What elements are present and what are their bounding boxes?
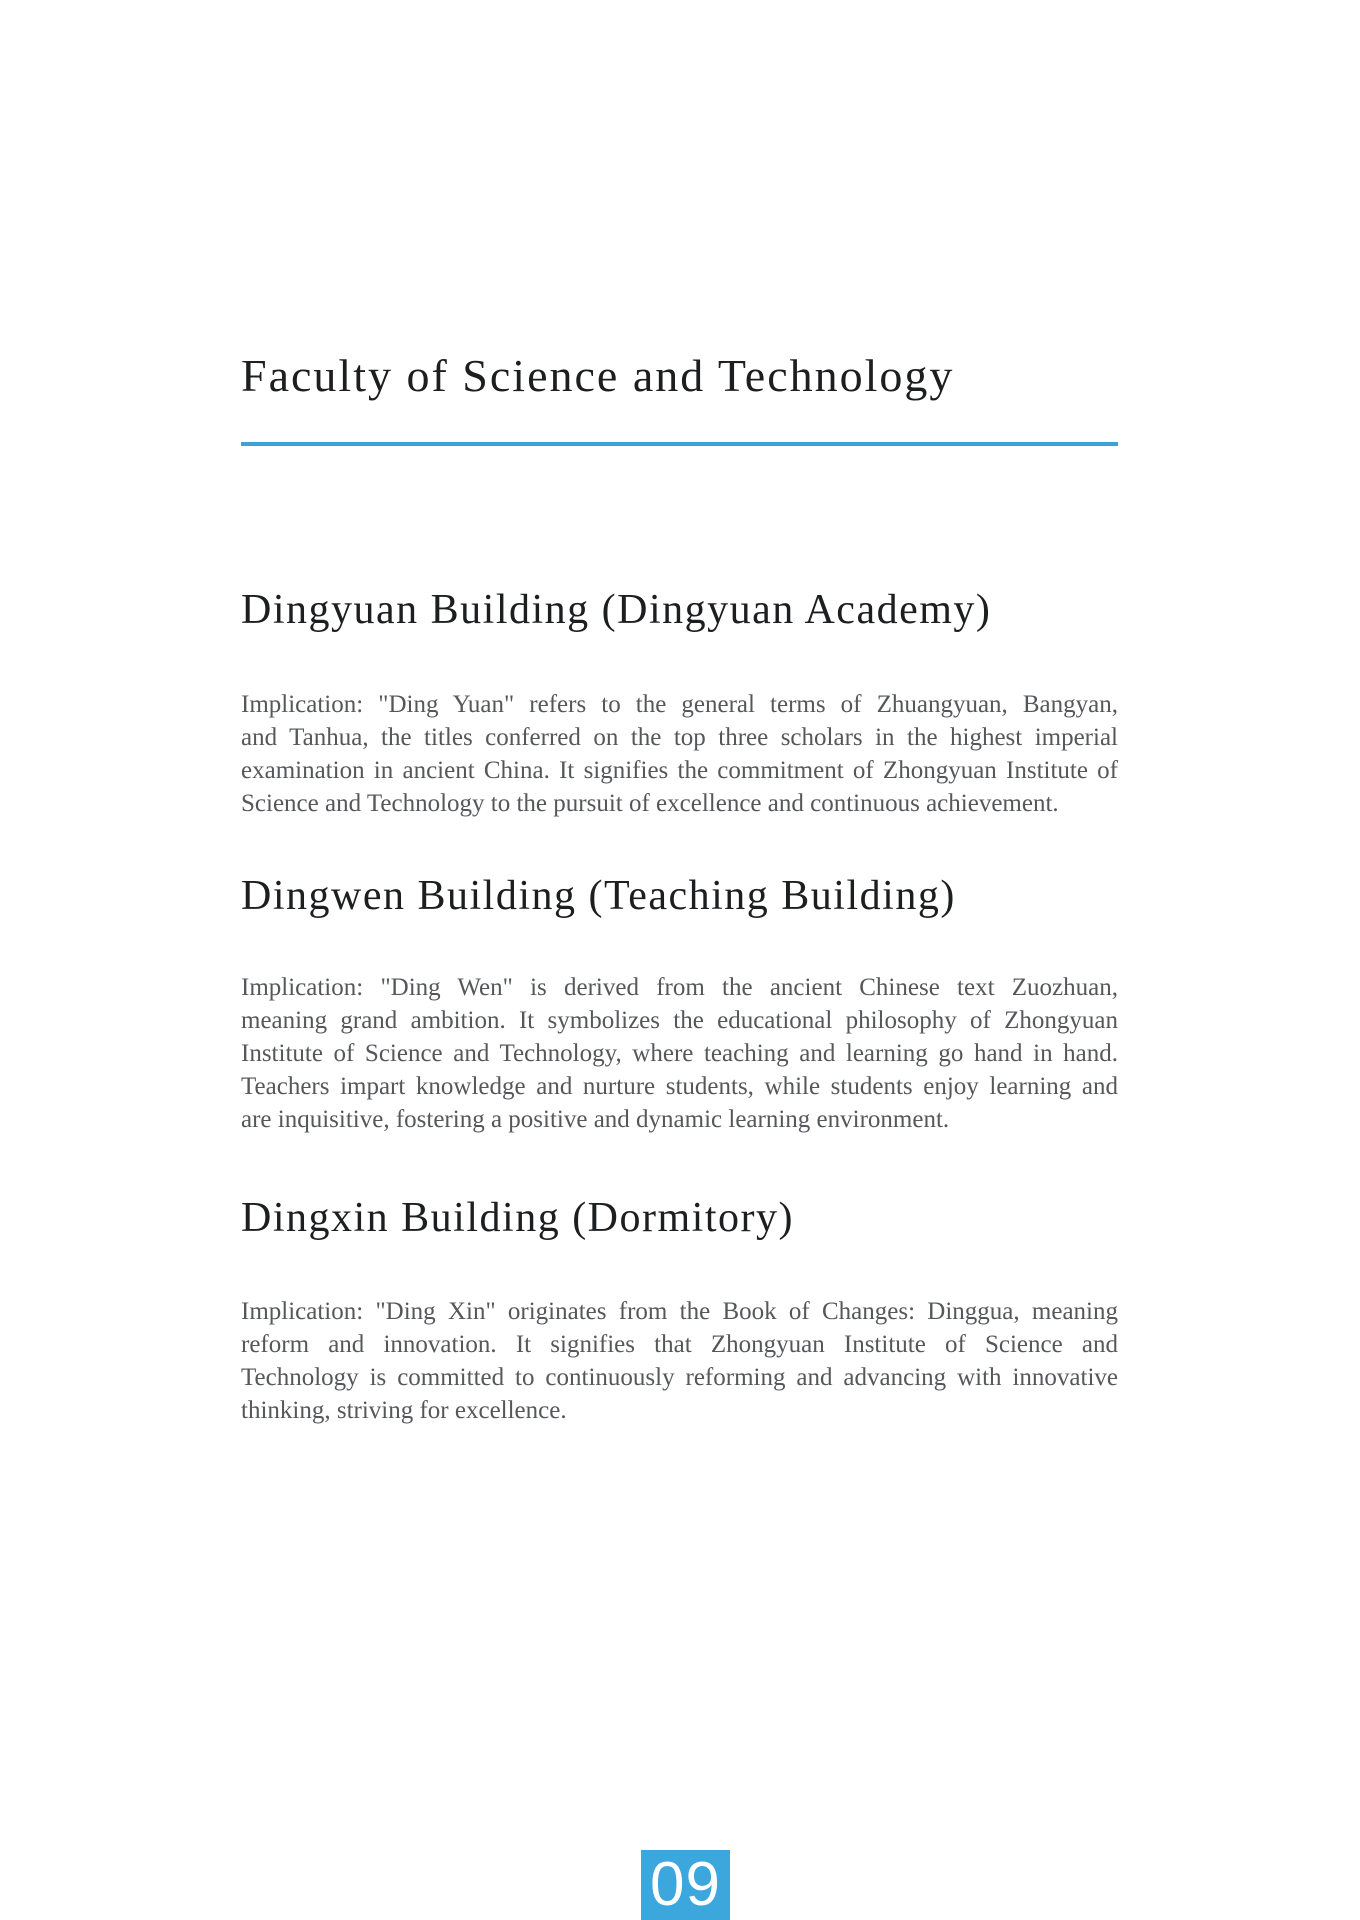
page-title: Faculty of Science and Technology (241, 350, 955, 401)
paragraph-line: Implication: "Ding Yuan" refers to the general terms of Zhuangyuan, Bangyan, (241, 691, 1118, 718)
paragraph-line: meaning grand ambition. It symbolizes the educational philosophy of Zhongyuan (241, 1007, 1118, 1034)
paragraph-line: Implication: "Ding Wen" is derived from the ancient Chinese text Zuozhuan, (241, 974, 1118, 1001)
section-paragraph-dingwen (241, 971, 1118, 1136)
section-heading-dingyuan: Dingyuan Building (Dingyuan Academy) (241, 587, 992, 633)
paragraph-line: examination in ancient China. It signifies the commitment of Zhongyuan Institute of (241, 757, 1118, 784)
section-paragraph-dingxin (241, 1295, 1118, 1427)
section-heading-dingwen: Dingwen Building (Teaching Building) (241, 873, 956, 919)
paragraph-line: Implication: "Ding Xin" originates from the Book of Changes: Dinggua, meaning (241, 1298, 1118, 1325)
paragraph-line: and Tanhua, the titles conferred on the top three scholars in the highest imperial (241, 724, 1118, 751)
paragraph-line: Teachers impart knowledge and nurture students, while students enjoy learning and (241, 1073, 1118, 1100)
paragraph-line: Technology is committed to continuously reforming and advancing with innovative (241, 1364, 1118, 1391)
paragraph-line: are inquisitive, fostering a positive and dynamic learning environment. (241, 1106, 950, 1133)
section-heading-dingxin: Dingxin Building (Dormitory) (241, 1195, 794, 1241)
paragraph-line: Institute of Science and Technology, where teaching and learning go hand in hand. (241, 1040, 1118, 1067)
page-number-badge (641, 1850, 730, 1920)
section-paragraph-dingyuan (241, 688, 1118, 820)
title-underline (241, 442, 1118, 446)
paragraph-line: thinking, striving for excellence. (241, 1397, 567, 1424)
page-number: 09 (650, 1850, 721, 1919)
paragraph-line: Science and Technology to the pursuit of excellence and continuous achievement. (241, 790, 1059, 817)
paragraph-line: reform and innovation. It signifies that Zhongyuan Institute of Science and (241, 1331, 1118, 1358)
